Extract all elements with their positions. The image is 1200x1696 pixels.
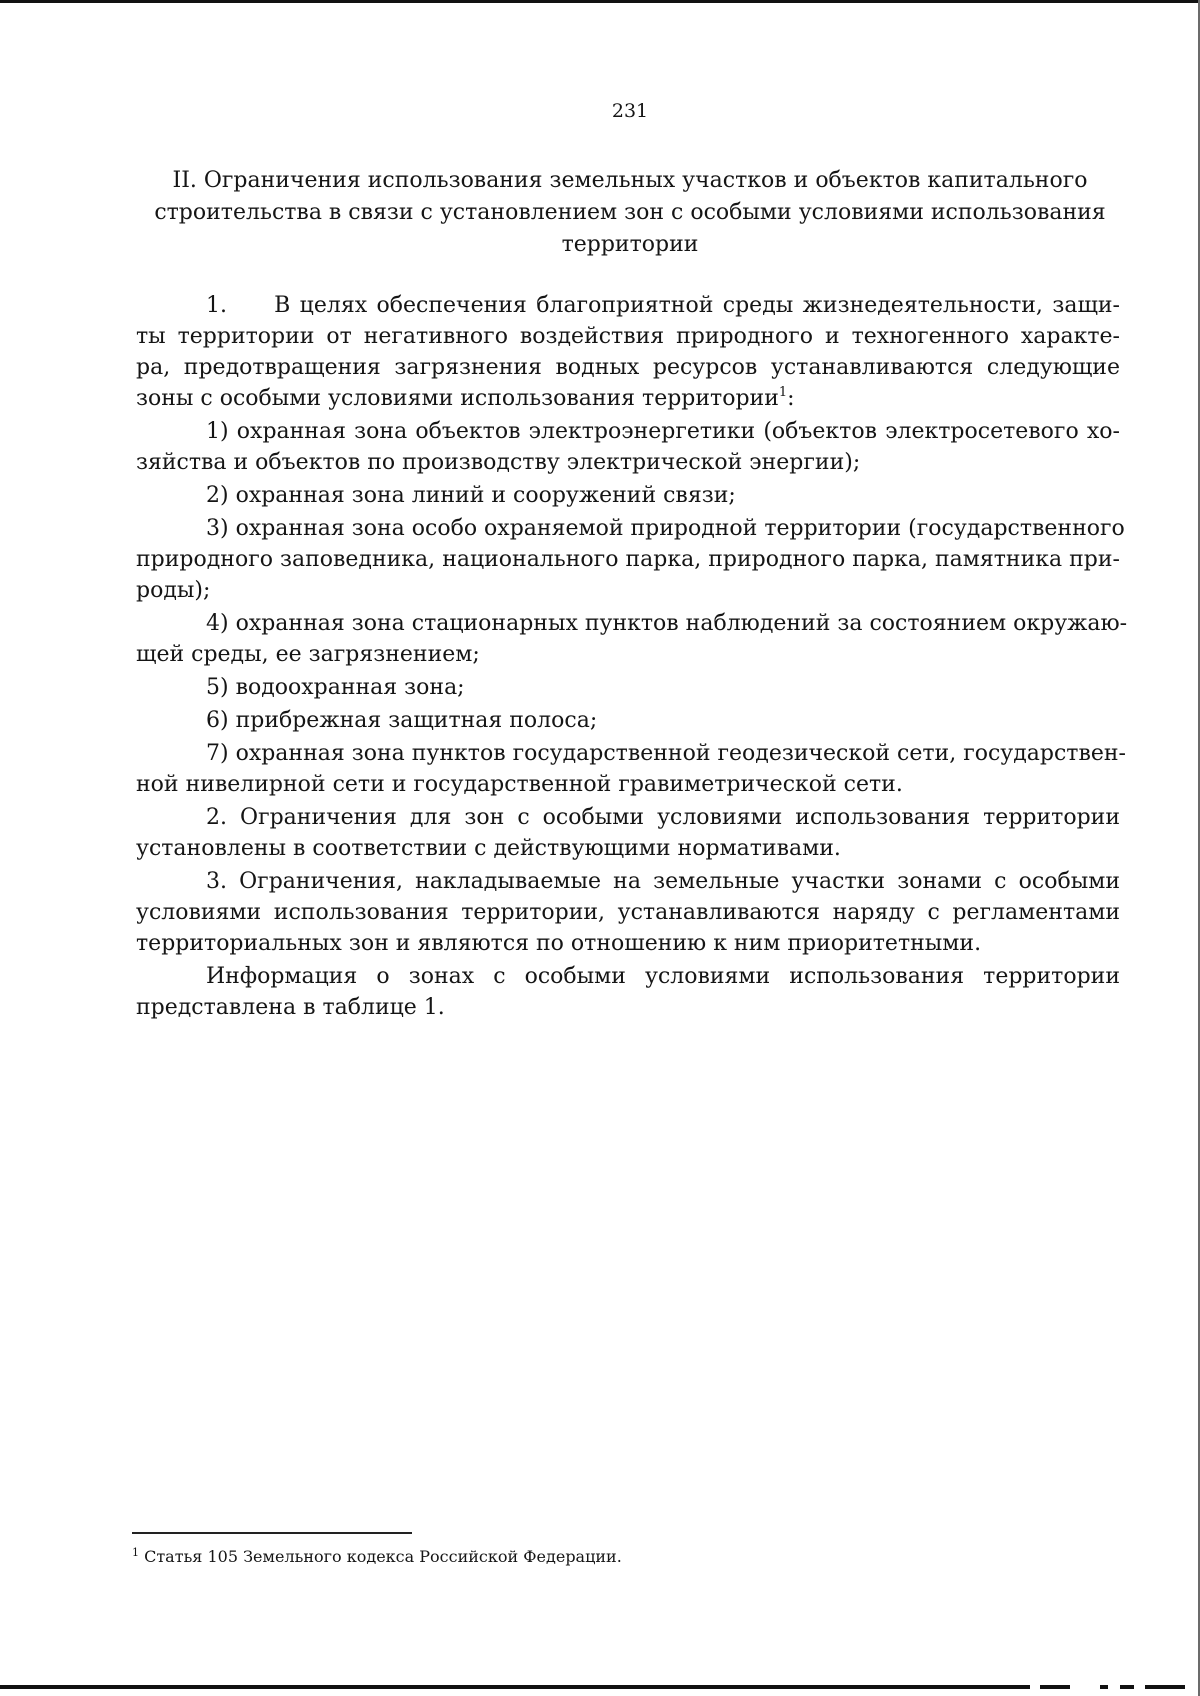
paragraph-1-text: зоны с особыми условиями использования территории — [136, 386, 779, 411]
footnote-reference: 1 — [778, 385, 788, 400]
list-item-2: 2) охранная зона линий и сооружений связи; — [206, 483, 736, 508]
paragraph-3-cont: территориальных зон и являются по отношению к ним приоритетными. — [136, 931, 982, 956]
paragraph-2-cont: установлены в соответствии с действующими нормативами. — [136, 836, 841, 861]
scan-edge-dash — [1100, 1685, 1108, 1689]
paragraph-1-line: 1. В целях обеспечения благоприятной среды жизнедеятельности, защи- — [206, 293, 1120, 318]
list-item-7-cont: ной нивелирной сети и государственной гравиметрической сети. — [136, 772, 903, 797]
list-item-1-cont: зяйства и объектов по производству электрической энергии); — [136, 450, 861, 475]
scan-edge-top — [0, 0, 1200, 3]
section-heading — [140, 165, 1120, 261]
paragraph-1-line — [136, 383, 1120, 414]
heading-line: территории — [561, 232, 699, 257]
page-number: 231 — [611, 100, 649, 122]
scan-edge-dash — [1040, 1685, 1070, 1689]
heading-line: строительства в связи с установлением зон с особыми условиями использования — [154, 200, 1106, 225]
scan-edge-dash — [1145, 1685, 1185, 1689]
paragraph-4: Информация о зонах с особыми условиями использования территории — [206, 964, 1120, 989]
list-item-1: 1) охранная зона объектов электроэнергетики (объектов электросетевого хо- — [206, 419, 1120, 444]
list-item-3-cont: роды); — [136, 578, 211, 603]
list-item-3-cont: природного заповедника, национального парка, природного парка, памятника при- — [136, 547, 1120, 572]
list-item-4-cont: щей среды, ее загрязнением; — [136, 642, 480, 667]
paragraph-4-cont: представлена в таблице 1. — [136, 995, 445, 1020]
paragraph-2: 2. Ограничения для зон с особыми условиями использования территории — [206, 805, 1120, 830]
paragraph-1-colon: : — [787, 386, 795, 411]
document-body — [136, 290, 1128, 1023]
list-item-5: 5) водоохранная зона; — [206, 675, 465, 700]
paragraph-3: 3. Ограничения, накладываемые на земельные участки зонами с особыми — [206, 869, 1120, 894]
paragraph-1-line: ты территории от негативного воздействия природного и техногенного характе- — [136, 324, 1120, 349]
footnote-mark: 1 — [132, 1546, 139, 1559]
footnote-separator — [132, 1532, 412, 1534]
paragraph-3-cont: условиями использования территории, устанавливаются наряду с регламентами — [136, 900, 1120, 925]
list-item-4: 4) охранная зона стационарных пунктов наблюдений за состоянием окружаю- — [206, 611, 1128, 636]
list-item-6: 6) прибрежная защитная полоса; — [206, 708, 598, 733]
footnote — [132, 1547, 622, 1566]
scan-edge-dash — [1120, 1685, 1134, 1689]
paragraph-1-line: ра, предотвращения загрязнения водных ресурсов устанавливаются следующие — [136, 355, 1120, 380]
footnote-text: Статья 105 Земельного кодекса Российской Федерации. — [139, 1547, 622, 1566]
list-item-3: 3) охранная зона особо охраняемой природной территории (государственного — [206, 516, 1125, 541]
list-item-7: 7) охранная зона пунктов государственной геодезической сети, государствен- — [206, 741, 1126, 766]
scan-edge-bottom — [0, 1685, 1030, 1689]
heading-line: II. Ограничения использования земельных участков и объектов капитального — [172, 168, 1088, 193]
